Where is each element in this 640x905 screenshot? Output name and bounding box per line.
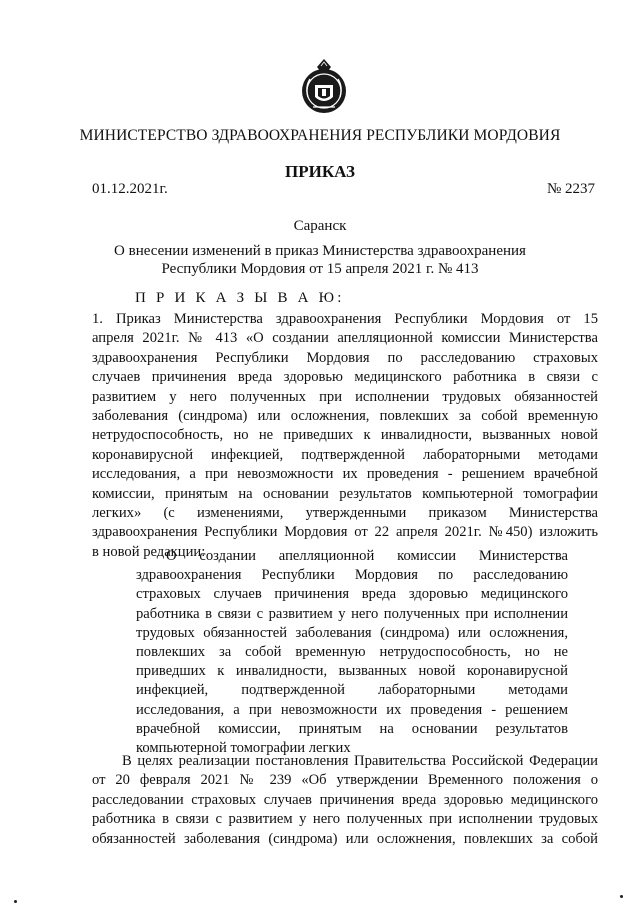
quote-line: здравоохранения Республики Мордовия по расследованию	[136, 567, 568, 584]
ministry-title: МИНИСТЕРСТВО ЗДРАВООХРАНЕНИЯ РЕСПУБЛИКИ МОРДОВИЯ	[79, 127, 561, 144]
paragraph-2	[92, 752, 598, 849]
document-subject	[0, 242, 640, 278]
document-date: 01.12.2021г.	[92, 181, 168, 197]
paragraph-line: комиссии, принятым на основании результатов компьютерной томографии	[92, 485, 598, 502]
quote-line: страховых случаев причинения вреда здоровью медицинского	[136, 586, 568, 603]
paragraph-line: развитием у него полученных при исполнении трудовых обязанностей	[92, 388, 598, 405]
scan-speck	[620, 895, 623, 898]
paragraph-line: 1. Приказ Министерства здравоохранения Республики Мордовия от 15	[92, 311, 598, 327]
paragraph-1	[92, 310, 598, 562]
paragraph-line: от 20 февраля 2021 № 239 «Об утверждении Временного положения о	[92, 772, 598, 789]
paragraph-line: работника в связи с развитием у него полученных при исполнении трудовых	[92, 811, 598, 828]
paragraph-line: здравоохранения Республики Мордовия по расследованию страховых	[92, 349, 598, 366]
paragraph-line: апреля 2021г. № 413 «О создании апелляционной комиссии Министерства	[92, 330, 598, 347]
paragraph-line: расследовании страховых случаев причинения вреда здоровью медицинского	[92, 791, 598, 808]
paragraph-line: нетрудоспособность, но не приведших к инвалидности, вызванных новой	[92, 427, 598, 444]
paragraph-line: в новой редакции:	[92, 543, 206, 560]
quote-line: врачебной комиссии, принятым на основании результатов	[136, 720, 568, 737]
quote-line: О создании апелляционной комиссии Министерства	[166, 548, 568, 564]
document-type: ПРИКАЗ	[285, 162, 355, 181]
scan-speck	[14, 900, 17, 903]
quoted-title-block	[136, 547, 568, 758]
paragraph-line: здравоохранения Республики Мордовия от 22 апреля 2021г. №450) изложить	[92, 524, 598, 541]
quote-line: компьютерной томографии легких	[136, 739, 351, 756]
quote-line: работника в связи с развитием у него полученных при исполнении	[136, 605, 568, 622]
subject-line: О внесении изменений в приказ Министерства здравоохранения	[114, 243, 526, 259]
quote-line: трудовых обязанностей заболевания (синдрома) или осложнения,	[136, 624, 568, 641]
document-number: № 2237	[546, 181, 595, 197]
paragraph-line: коронавирусной инфекцией, подтвержденной лабораторными методами	[92, 446, 598, 463]
paragraph-line: исследования, а при невозможности их проведения - решением врачебной	[92, 466, 598, 483]
quote-line: инфекцией, подтвержденной лабораторными методами	[136, 682, 568, 699]
paragraph-line: обязанностей заболевания (синдрома) или осложнения, повлекших за собой	[92, 830, 598, 847]
coat-of-arms-emblem	[299, 57, 349, 117]
document-city: Саранск	[293, 218, 347, 234]
subject-line: Республики Мордовия от 15 апреля 2021 г. № 413	[161, 261, 479, 277]
quote-line: приведших к инвалидности, вызванных новой коронавирусной	[136, 663, 568, 680]
paragraph-line: В целях реализации постановления Правительства Российской Федерации	[122, 753, 598, 769]
quote-line: исследования, а при невозможности их проведения - решением	[136, 701, 568, 718]
quote-line: повлекших за собой временную нетрудоспособность, но не	[136, 643, 568, 660]
paragraph-line: случаев причинения вреда здоровью медицинского работника в связи с	[92, 369, 598, 386]
order-heading: П Р И К А З Ы В А Ю:	[135, 290, 345, 306]
paragraph-line: легких» (с изменениями, утвержденными приказом Министерства	[92, 504, 598, 521]
paragraph-line: заболевания (синдрома) или осложнения, повлекших за собой временную	[92, 407, 598, 424]
